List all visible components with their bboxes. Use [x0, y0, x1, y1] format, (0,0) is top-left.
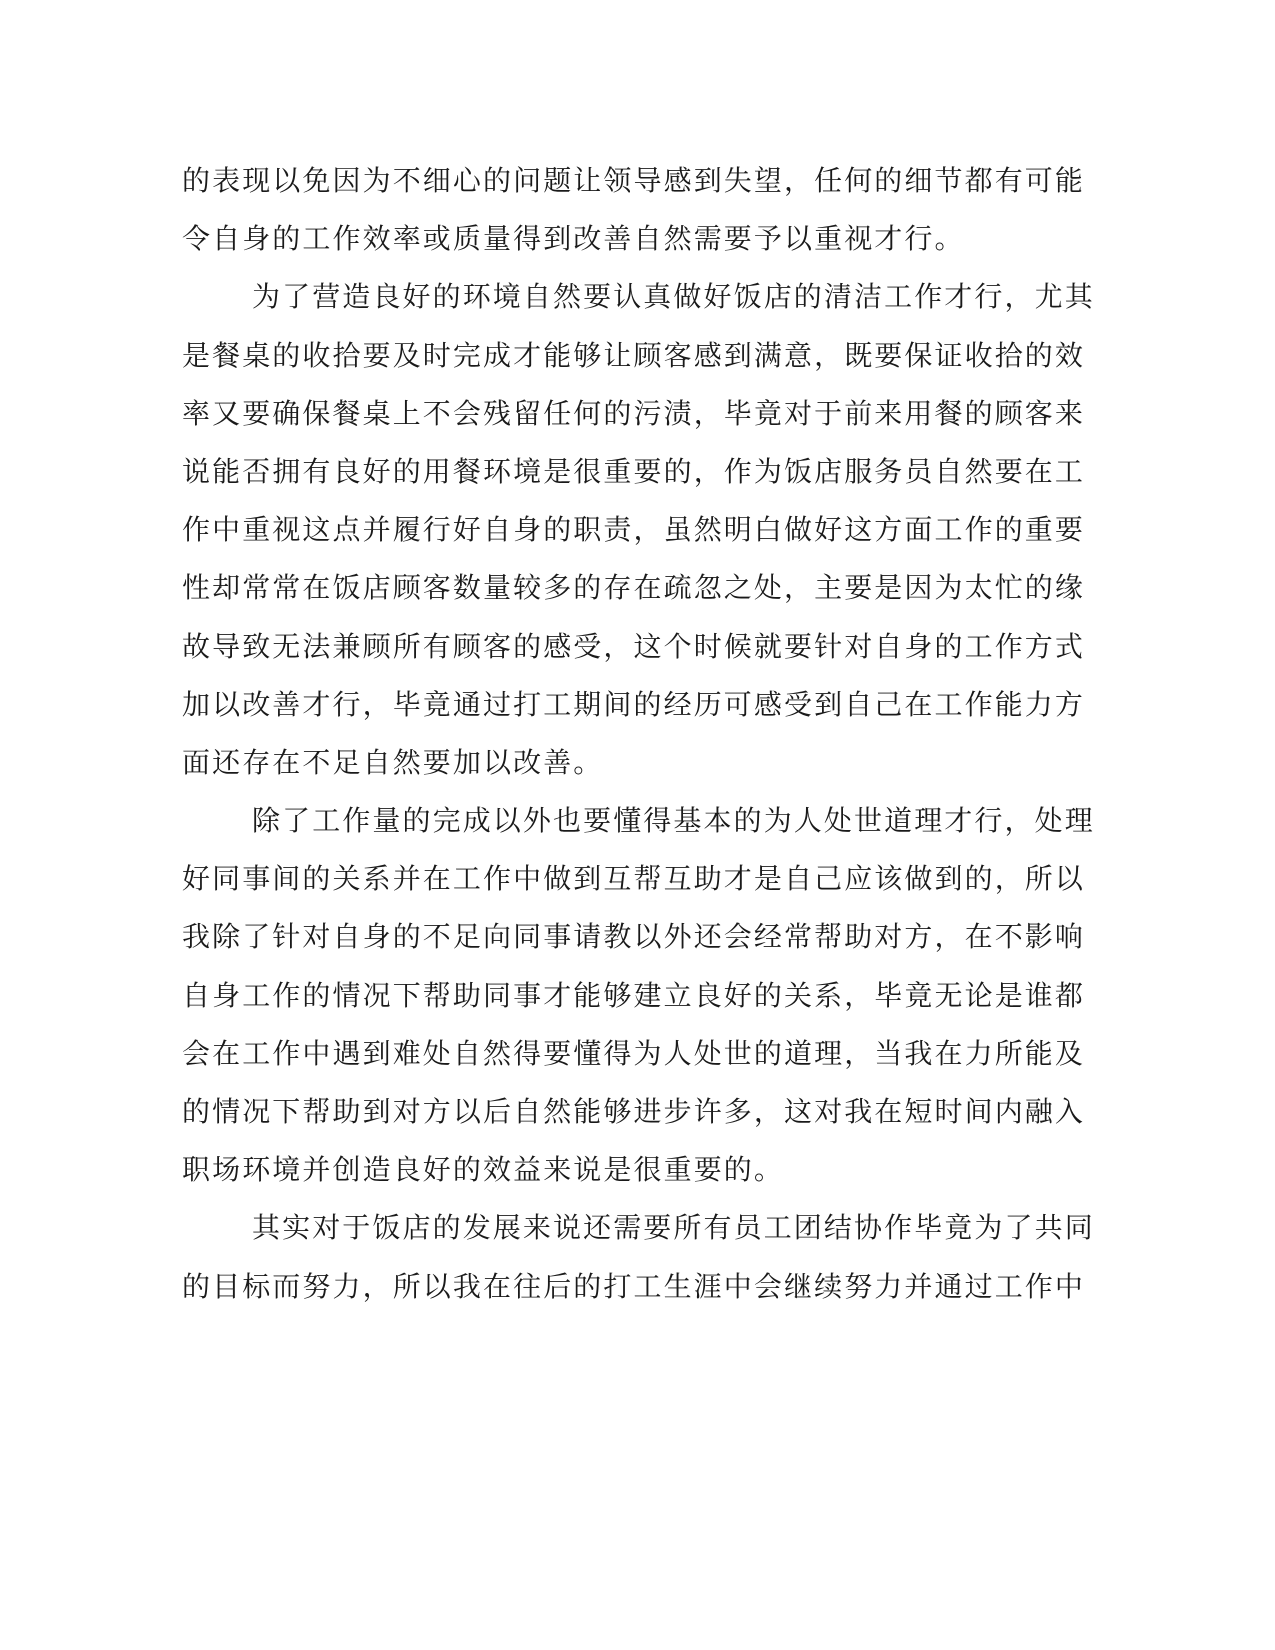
text-line: 除了工作量的完成以外也要懂得基本的为人处世道理才行，处理 — [252, 804, 1095, 838]
text-line: 面还存在不足自然要加以改善。 — [182, 745, 604, 779]
text-line: 作中重视这点并履行好自身的职责，虽然明白做好这方面工作的重要 — [182, 513, 1086, 547]
paragraph — [182, 798, 1095, 1205]
text-line: 我除了针对自身的不足向同事请教以外还会经常帮助对方，在不影响 — [182, 920, 1086, 954]
paragraph — [182, 1205, 1095, 1321]
text-line: 好同事间的关系并在工作中做到互帮互助才是自己应该做到的，所以 — [182, 862, 1086, 896]
text-line: 的表现以免因为不细心的问题让领导感到失望，任何的细节都有可能 — [182, 164, 1086, 197]
text-line: 率又要确保餐桌上不会残留任何的污渍，毕竟对于前来用餐的顾客来 — [182, 396, 1086, 430]
text-line: 其实对于饭店的发展来说还需要所有员工团结协作毕竟为了共同 — [252, 1211, 1095, 1245]
text-line: 故导致无法兼顾所有顾客的感受，这个时候就要针对自身的工作方式 — [182, 629, 1086, 663]
text-line: 令自身的工作效率或质量得到改善自然需要予以重视才行。 — [182, 222, 965, 256]
text-line: 会在工作中遇到难处自然得要懂得为人处世的道理，当我在力所能及 — [182, 1036, 1086, 1070]
paragraph — [182, 158, 1086, 274]
paragraph — [182, 274, 1095, 798]
text-line: 的目标而努力，所以我在往后的打工生涯中会继续努力并通过工作中 — [182, 1269, 1086, 1303]
text-line: 职场环境并创造良好的效益来说是很重要的。 — [182, 1153, 785, 1187]
text-line: 性却常常在饭店顾客数量较多的存在疏忽之处，主要是因为太忙的缘 — [182, 571, 1086, 605]
text-line: 加以改善才行，毕竟通过打工期间的经历可感受到自己在工作能力方 — [182, 687, 1086, 721]
text-line: 是餐桌的收拾要及时完成才能够让顾客感到满意，既要保证收拾的效 — [182, 338, 1086, 372]
text-line: 的情况下帮助到对方以后自然能够进步许多，这对我在短时间内融入 — [182, 1095, 1086, 1128]
text-line: 为了营造良好的环境自然要认真做好饭店的清洁工作才行，尤其 — [252, 280, 1095, 314]
text-line: 自身工作的情况下帮助同事才能够建立良好的关系，毕竟无论是谁都 — [182, 978, 1086, 1012]
document-body — [182, 158, 1095, 1322]
text-line: 说能否拥有良好的用餐环境是很重要的，作为饭店服务员自然要在工 — [182, 454, 1086, 488]
